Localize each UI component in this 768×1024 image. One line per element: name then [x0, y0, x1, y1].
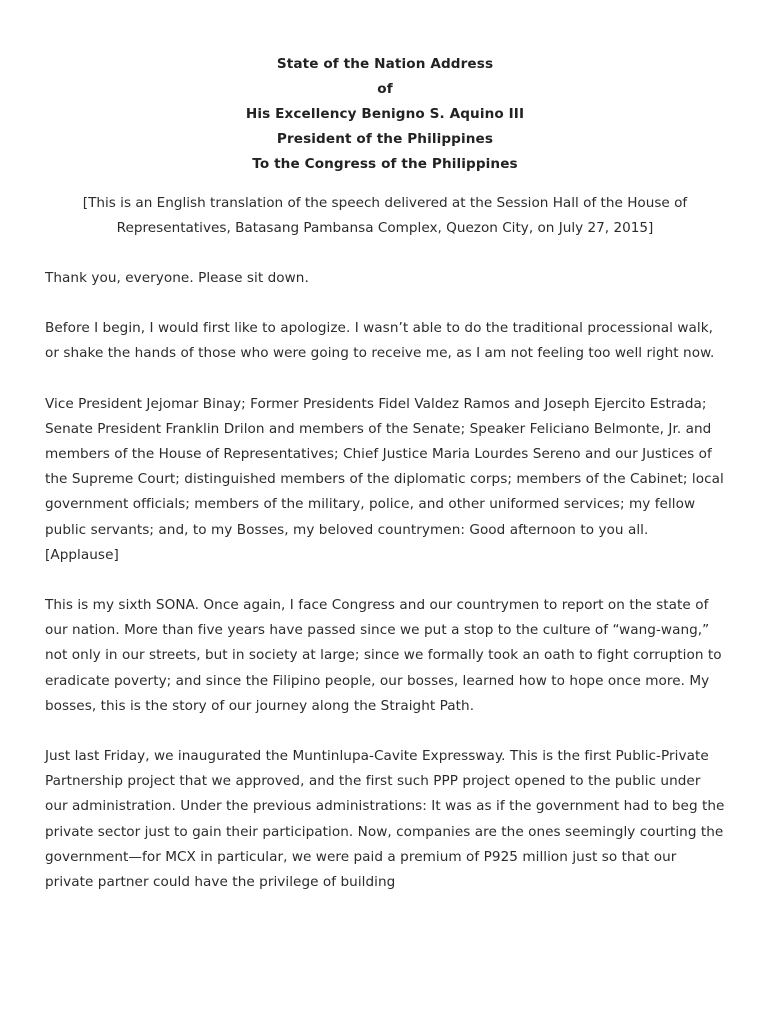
- document-page: [45, 52, 725, 920]
- title-line-1: State of the Nation Address: [276, 56, 494, 72]
- title-line-4: President of the Philippines: [276, 131, 494, 147]
- paragraph-greeting: Thank you, everyone. Please sit down.: [45, 270, 309, 286]
- paragraph-salutation: Vice President Jejomar Binay; Former Presidents Fidel Valdez Ramos and Joseph Ejercito Estrada; Senate President Franklin Drilon and members of the Senate; Speaker Feliciano Belmonte, Jr. and members of the House of Representatives; Chief Justice Maria Lourdes Sereno and our Justices of the Supreme Court; distinguished members of the diplomatic corps; members of the Cabinet; local government officials; members of the military, police, and other uniformed services; my fellow public servants; and, to my Bosses, my beloved countrymen: Good afternoon to you all. [Applause]: [45, 395, 724, 563]
- paragraph-sixth-sona: This is my sixth SONA. Once again, I face Congress and our countrymen to report on the state of our nation. More than five years have passed since we put a stop to the culture of “wang-wang,” not only in our streets, but in society at large; since we formally took an oath to fight corruption to eradicate poverty; and since the Filipino people, our bosses, learned how to hope once more. My bosses, this is the story of our journey along the Straight Path.: [45, 597, 722, 714]
- title-line-2: of: [377, 81, 393, 97]
- translation-note: [This is an English translation of the speech delivered at the Session Hall of the House of Representatives, Batasang Pambansa Complex, Quezon City, on July 27, 2015]: [82, 195, 688, 236]
- title-line-5: To the Congress of the Philippines: [252, 156, 518, 172]
- speech-title-block: [45, 52, 725, 177]
- title-line-3: His Excellency Benigno S. Aquino III: [245, 106, 525, 122]
- paragraph-apology: Before I begin, I would first like to apologize. I wasn’t able to do the traditional processional walk, or shake the hands of those who were going to receive me, as I am not feeling too well right now.: [45, 320, 715, 362]
- paragraph-mcx: Just last Friday, we inaugurated the Muntinlupa-Cavite Expressway. This is the first Public-Private Partnership project that we approved, and the first such PPP project opened to the public under our administration. Under the previous administrations: It was as if the government had to beg the private sector just to gain their participation. Now, companies are the ones seemingly courting the government—for MCX in particular, we were paid a premium of P925 million just so that our private partner could have the privilege of building: [45, 748, 725, 891]
